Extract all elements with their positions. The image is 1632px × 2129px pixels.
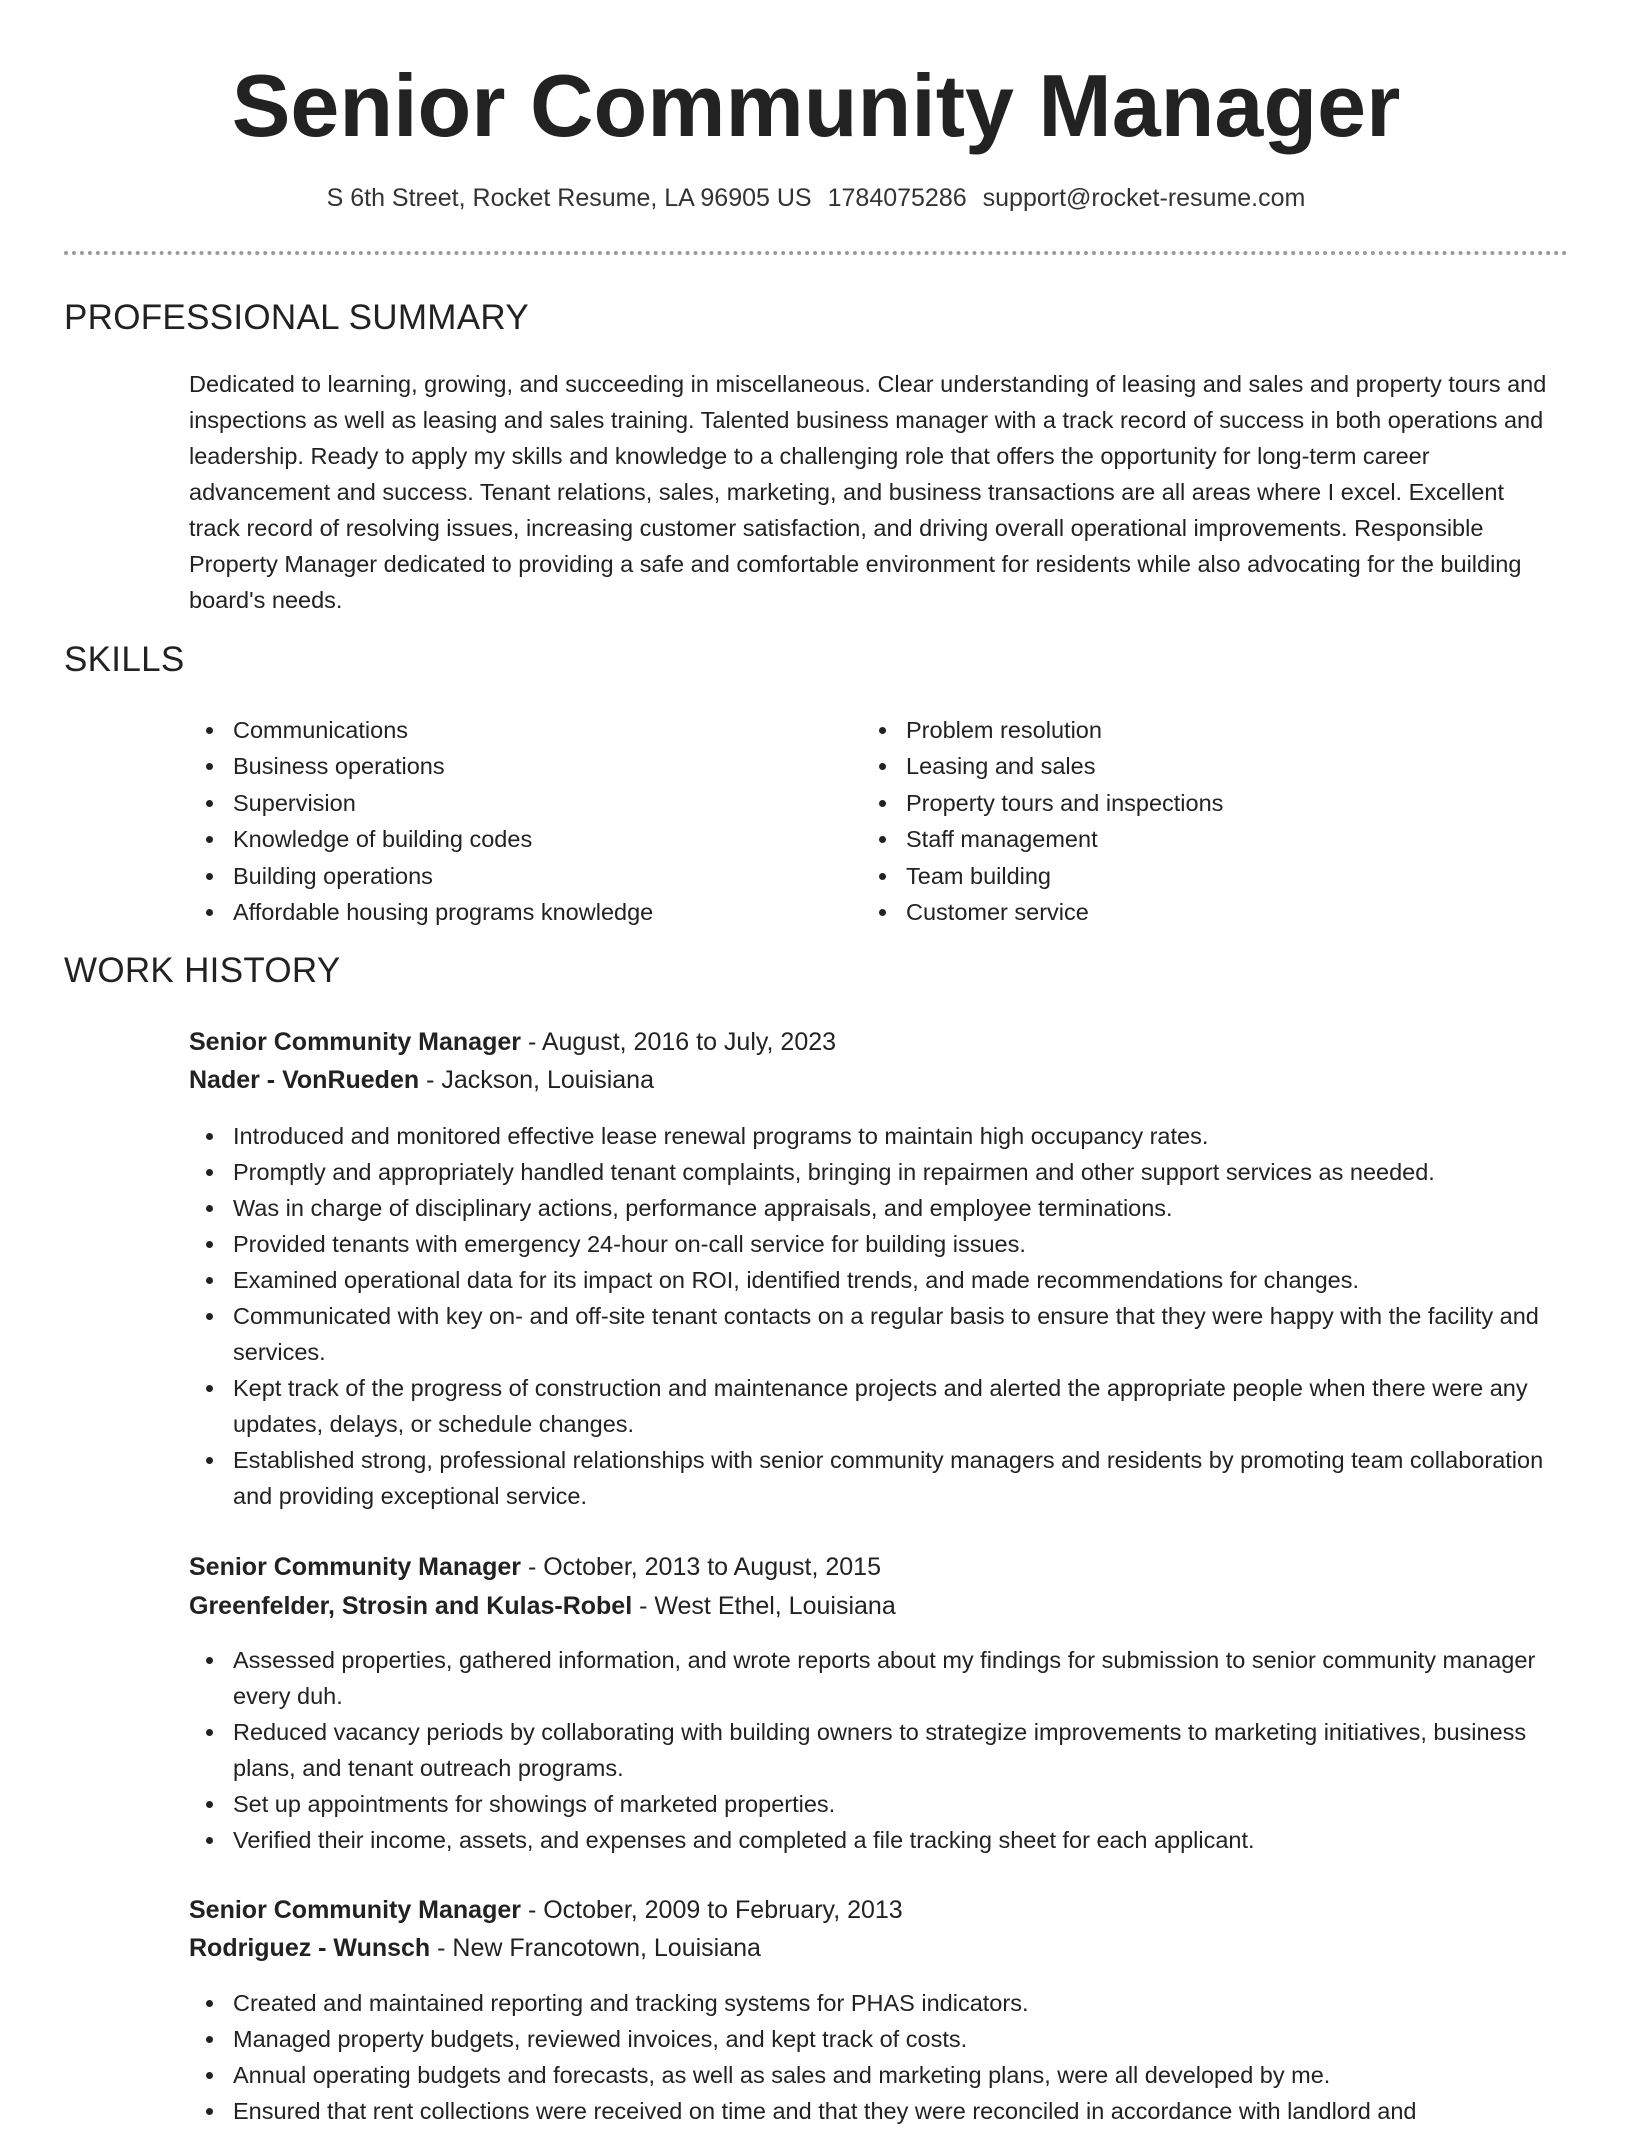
skill-item: Leasing and sales	[862, 748, 1502, 784]
job-title: Senior Community Manager	[189, 1553, 521, 1581]
skills-list-left	[189, 712, 829, 930]
job-company: Greenfelder, Strosin and Kulas-Robel	[189, 1592, 633, 1620]
job-bullet: Reduced vacancy periods by collaborating with building owners to strategize improvements to marketing initiatives, business plans, and tenant outreach programs.	[189, 1714, 1569, 1786]
job-location: - New Francotown, Louisiana	[430, 1934, 761, 1962]
skills-heading: SKILLS	[64, 640, 185, 679]
job-bullets	[189, 1118, 1569, 1514]
job-title-line	[189, 1550, 881, 1584]
job-bullet: Managed property budgets, reviewed invoices, and kept track of costs.	[189, 2021, 1569, 2057]
summary-text: Dedicated to learning, growing, and succeeding in miscellaneous. Clear understanding of leasing and sales and property tours and inspections as well as leasing and sales training. Talented business manager with a track record of success in both operations and leadership. Ready to apply my skills and knowledge to a challenging role that offers the opportunity for long-term career advancement and success. Tenant relations, sales, marketing, and business transactions are all areas where I excel. Excellent track record of resolving issues, increasing customer satisfaction, and driving overall operational improvements. Responsible Property Manager dedicated to providing a safe and comfortable environment for residents while also advocating for the building board's needs.	[189, 371, 1547, 613]
job-title: Senior Community Manager	[189, 1896, 521, 1924]
job-company-line	[189, 1063, 654, 1097]
resume-name: Senior Community Manager	[231, 56, 1401, 155]
job-dates: - October, 2013 to August, 2015	[521, 1553, 881, 1581]
job-bullet: Provided tenants with emergency 24-hour on-call service for building issues.	[189, 1226, 1569, 1262]
skill-item: Problem resolution	[862, 712, 1502, 748]
job-bullet: Created and maintained reporting and tracking systems for PHAS indicators.	[189, 1985, 1569, 2021]
job-bullet: Verified their income, assets, and expenses and completed a file tracking sheet for each applicant.	[189, 1822, 1569, 1858]
contact-email[interactable]: support@rocket-resume.com	[982, 184, 1306, 212]
job-company: Nader - VonRueden	[189, 1066, 420, 1094]
skill-item: Building operations	[189, 858, 829, 894]
skill-item: Supervision	[189, 785, 829, 821]
contact-address: S 6th Street, Rocket Resume, LA 96905 US	[326, 184, 812, 212]
job-bullet: Promptly and appropriately handled tenant complaints, bringing in repairmen and other support services as needed.	[189, 1154, 1569, 1190]
job-title-line	[189, 1025, 836, 1059]
job-bullet: Ensured that rent collections were received on time and that they were reconciled in accordance with landlord and	[189, 2093, 1569, 2129]
skill-item: Communications	[189, 712, 829, 748]
skill-item: Team building	[862, 858, 1502, 894]
skill-item: Affordable housing programs knowledge	[189, 894, 829, 930]
job-bullet: Communicated with key on- and off-site tenant contacts on a regular basis to ensure that they were happy with the facility and services.	[189, 1298, 1569, 1370]
job-company-line	[189, 1931, 761, 1965]
job-bullet: Examined operational data for its impact on ROI, identified trends, and made recommendations for changes.	[189, 1262, 1569, 1298]
job-bullet: Annual operating budgets and forecasts, as well as sales and marketing plans, were all developed by me.	[189, 2057, 1569, 2093]
skills-list-right	[862, 712, 1502, 930]
skill-item: Staff management	[862, 821, 1502, 857]
skill-item: Business operations	[189, 748, 829, 784]
job-dates: - October, 2009 to February, 2013	[521, 1896, 903, 1924]
job-location: - Jackson, Louisiana	[419, 1066, 654, 1094]
job-bullet: Assessed properties, gathered information, and wrote reports about my findings for submission to senior community manager every duh.	[189, 1642, 1569, 1714]
job-bullets	[189, 1642, 1569, 1858]
header-divider	[64, 251, 1568, 255]
contact-line	[0, 182, 1632, 214]
job-bullet: Set up appointments for showings of marketed properties.	[189, 1786, 1569, 1822]
job-company-line	[189, 1589, 896, 1623]
job-title: Senior Community Manager	[189, 1028, 521, 1056]
skill-item: Property tours and inspections	[862, 785, 1502, 821]
job-title-line	[189, 1893, 903, 1927]
job-dates: - August, 2016 to July, 2023	[521, 1028, 837, 1056]
job-location: - West Ethel, Louisiana	[632, 1592, 896, 1620]
skill-item: Knowledge of building codes	[189, 821, 829, 857]
job-company: Rodriguez - Wunsch	[189, 1934, 431, 1962]
contact-phone: 1784075286	[827, 184, 967, 212]
job-bullet: Introduced and monitored effective lease renewal programs to maintain high occupancy rates.	[189, 1118, 1569, 1154]
job-bullet: Established strong, professional relationships with senior community managers and residents by promoting team collaboration and providing exceptional service.	[189, 1442, 1569, 1514]
skill-item: Customer service	[862, 894, 1502, 930]
job-bullets	[189, 1985, 1569, 2129]
summary-heading: PROFESSIONAL SUMMARY	[64, 298, 529, 337]
job-bullet: Was in charge of disciplinary actions, performance appraisals, and employee terminations.	[189, 1190, 1569, 1226]
work-heading: WORK HISTORY	[64, 951, 341, 990]
job-bullet: Kept track of the progress of construction and maintenance projects and alerted the appropriate people when there were any updates, delays, or schedule changes.	[189, 1370, 1569, 1442]
